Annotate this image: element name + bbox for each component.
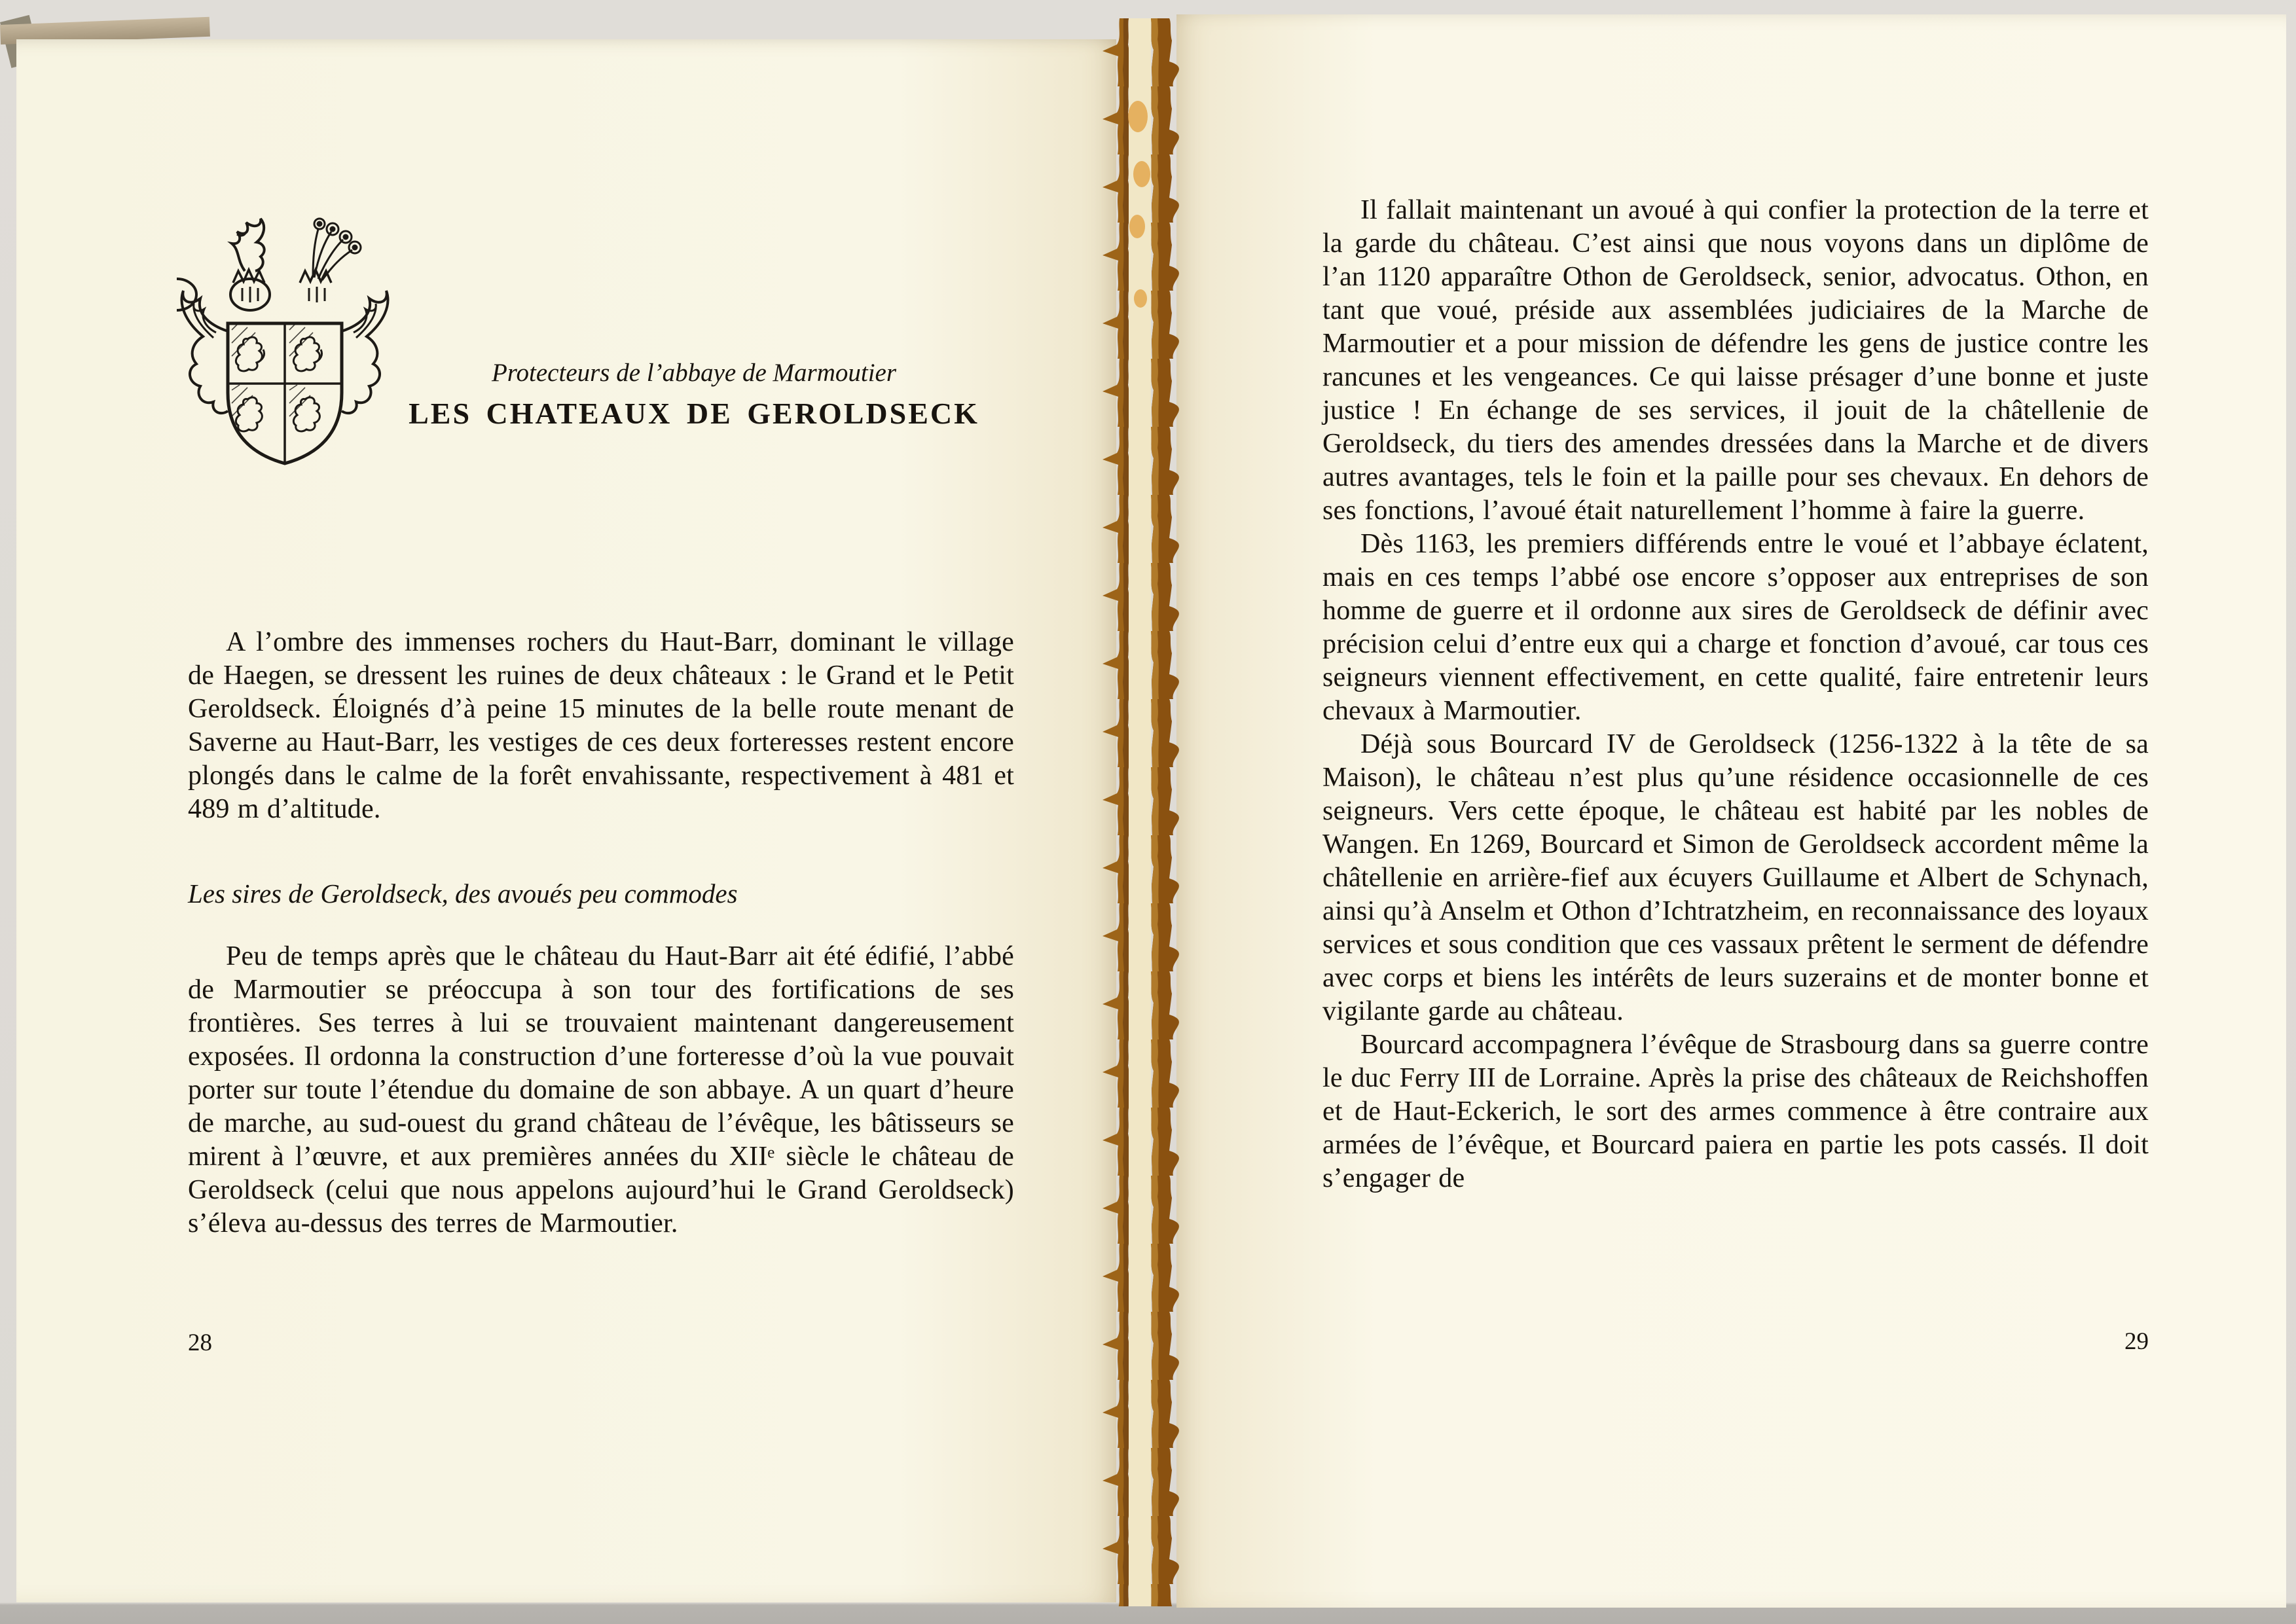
page-number-left: 28 — [188, 1329, 212, 1356]
page-number-right: 29 — [2124, 1328, 2149, 1355]
paragraph: Dès 1163, les premiers différends entre le voué et l’abbaye éclatent, mais en ces temps l’abbé ose encore s’opposer aux entreprises de son homme de guerre et il ordonne aux sires de Geroldseck de définir avec précision celui d’entre eux qui a charge et fonction d’avoué, car tous ces seigneurs viennent effectivement, en cette qualité, faire entretenir leurs chevaux à Marmoutier. — [1322, 529, 2149, 726]
paragraph-section: Peu de temps après que le château du Haut-Barr ait été édifié, l’abbé de Marmoutier se préoccupa à son tour des fortifications de ses frontières. Ses terres à lui se trouvaient maintenant dangereusement exposées. Il ordonna la construction d’une forteresse d’où la vue pouvait porter sur toute l’étendue du domaine de son abbaye. A un quart d’heure de marche, au sud-ouest du grand château de l’évêque, les bâtisseurs se mirent à l’œuvre, et aux premières années du XIIᵉ siècle le château de Geroldseck (celui que nous appelons aujourd’hui le Grand Geroldseck) s’éleva au-dessus des terres de Marmoutier. — [188, 941, 1014, 1238]
paragraph: Bourcard accompagnera l’évêque de Strasbourg dans sa guerre contre le duc Ferry III de Lorraine. Après la prise des châteaux de Reichshoffen et de Haut-Eckerich, le sort des armes commence à être contraire aux armées de l’évêque, et Bourcard paiera en partie les pots cassés. Il doit s’engager de — [1322, 1030, 2149, 1193]
left-intro-column — [188, 626, 1014, 826]
page-right — [1176, 14, 2286, 1608]
paragraph: Déjà sous Bourcard IV de Geroldseck (1256-1322 à la tête de sa Maison), le château n’est plus qu’une résidence occasionnelle de ces seigneurs. Vers cette époque, le château est habité par les nobles de Wangen. En 1269, Bourcard et Simon de Geroldseck accordent même la châtellenie en arrière-fief aux écuyers Guillaume et Albert de Schynach, ainsi qu’à Anselm et Othon d’Ichtratzheim, en reconnaissance des loyaux services et sous condition que ces vassaux prêtent le serment de défendre avec corps et biens les intérêts de leurs suzerains et de monter bonne et vigilante garde au château. — [1322, 729, 2149, 1026]
chapter-kicker: Protecteurs de l’abbaye de Marmoutier — [491, 359, 897, 387]
chapter-heading — [367, 357, 1021, 432]
coat-of-arms-illustration — [177, 215, 393, 470]
binding-stitch-edge — [1095, 18, 1206, 1606]
paragraph-intro: A l’ombre des immenses rochers du Haut-Barr, dominant le village de Haegen, se dressent les ruines de deux châteaux : le Grand et le Petit Geroldseck. Éloignés d’à peine 15 minutes de la belle route menant de Saverne au Haut-Barr, les vestiges de ces deux forteresses restent encore plongés dans le calme de la forêt envahissante, respectivement à 481 et 489 m d’altitude. — [188, 627, 1014, 824]
left-section-column — [188, 940, 1014, 1240]
chapter-title: LES CHATEAUX DE GEROLDSECK — [409, 397, 979, 430]
paragraph: Il fallait maintenant un avoué à qui confier la protection de la terre et la garde du château. C’est ainsi que nous voyons dans un diplôme de l’an 1120 apparaître Othon de Geroldseck, senior, advocatus. Othon, en tant que voué, préside aux assemblées judiciaires de la Marche de Marmoutier et a pour mission de défendre les gens de justice contre les rancunes et les vengeances. Ce qui laisse présager d’une bonne et juste justice ! En échange de ses services, il jouit de la châtellenie de Geroldseck, du tiers des amendes dressées dans la Marche et de divers autres avantages, tels le foin et la paille pour ses chevaux. En dehors de ses fonctions, l’avoué était naturellement l’homme à faire la guerre. — [1322, 195, 2149, 526]
section-heading: Les sires de Geroldseck, des avoués peu commodes — [188, 878, 738, 909]
right-text-column — [1322, 194, 2149, 1195]
page-left — [16, 39, 1116, 1602]
